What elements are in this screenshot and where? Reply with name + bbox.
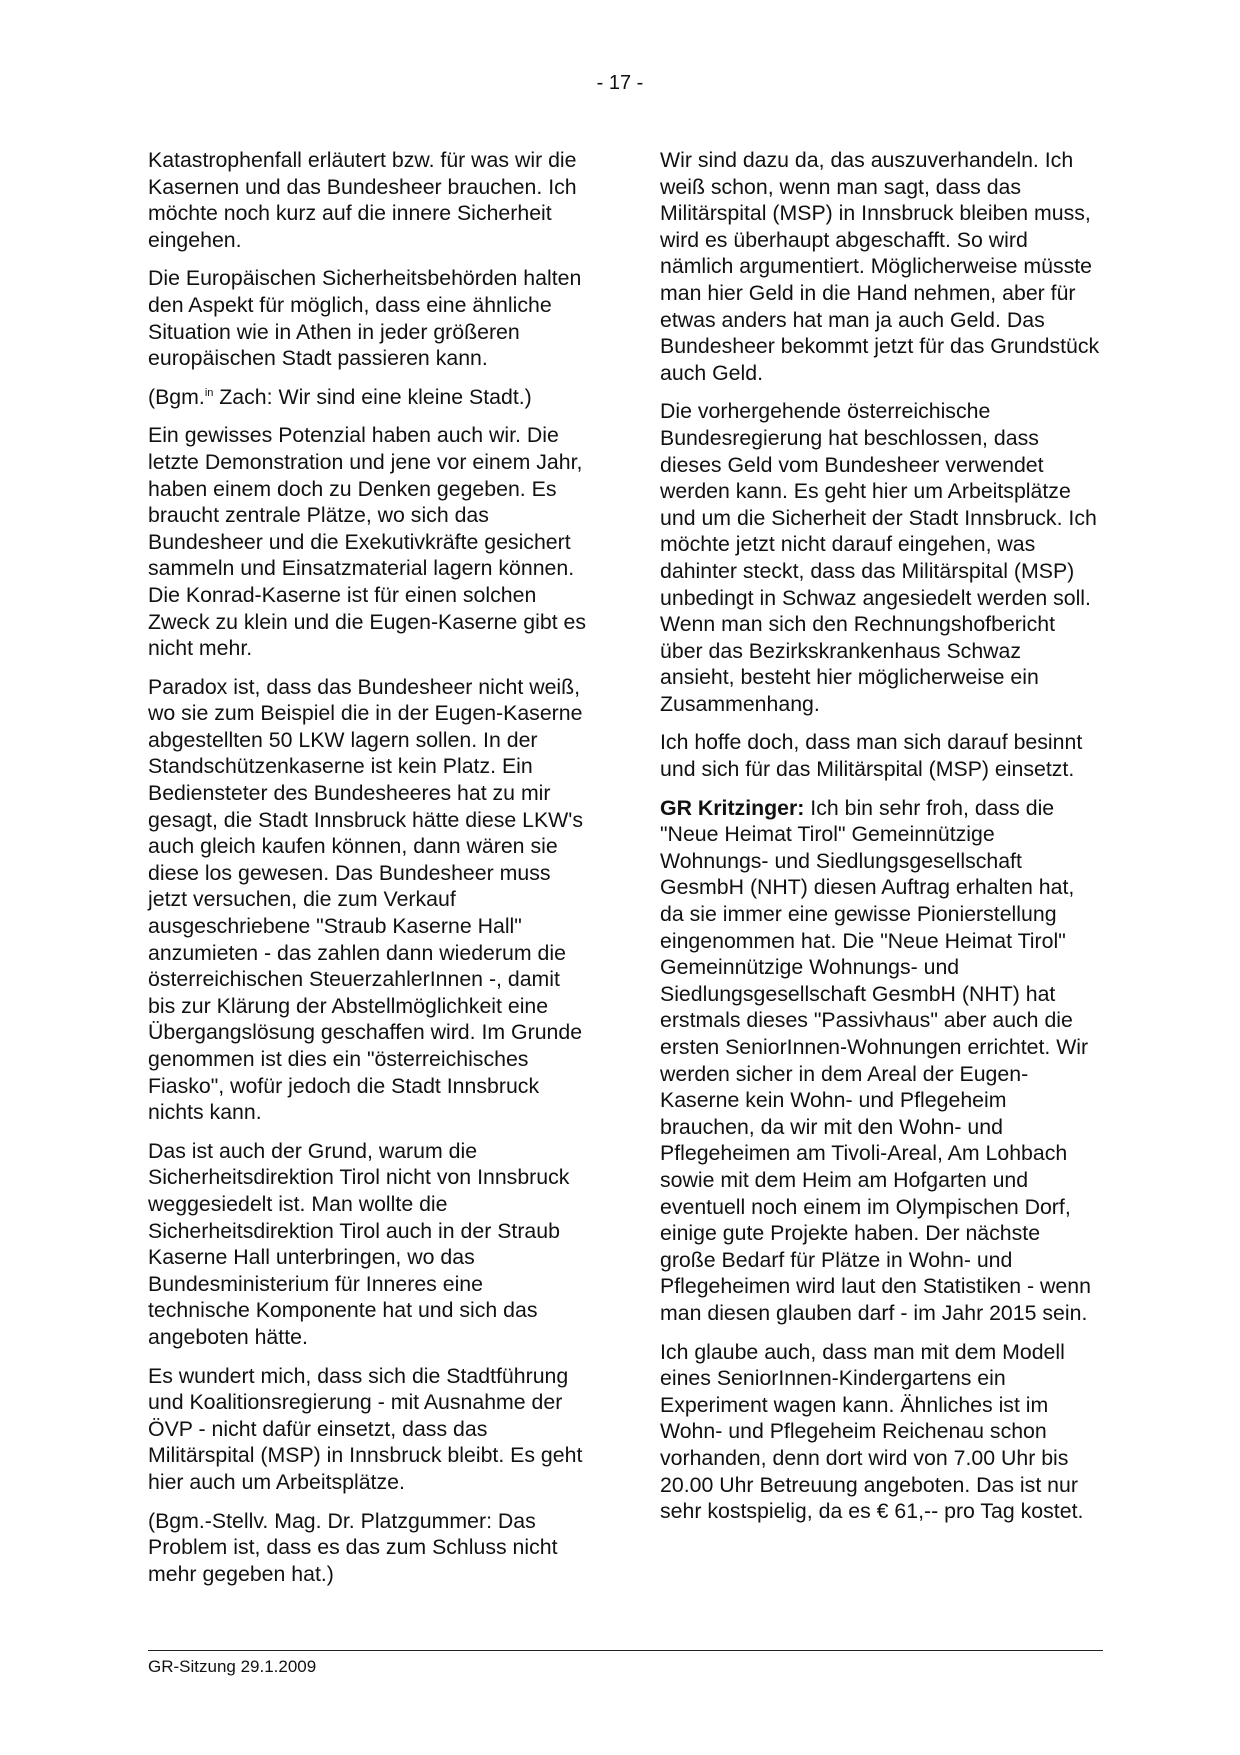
paragraph: Wir sind dazu da, das auszuverhandeln. Ich weiß schon, wenn man sagt, dass das Militärspital (MSP) in Innsbruck bleiben muss, wird es überhaupt abgeschafft. So wird nämlich argumentiert. Möglicherweise müsste man hier Geld in die Hand nehmen, aber für etwas anders hat man ja auch Geld. Das Bundesheer bekommt jetzt für das Grundstück auch Geld.	[660, 148, 1100, 385]
interjection-text: Zach: Wir sind eine kleine Stadt.)	[213, 384, 532, 409]
paragraph: Katastrophenfall erläutert bzw. für was wir die Kasernen und das Bundesheer brauchen. Ich möchte noch kurz auf die innere Sicherheit eingehen.	[148, 148, 577, 252]
speaker-paragraph	[660, 795, 1100, 1327]
footer-divider	[148, 1650, 1103, 1651]
paragraph: Die Europäischen Sicherheitsbehörden halten den Aspekt für möglich, dass eine ähnliche Situation wie in Athen in jeder größeren europäischen Stadt passieren kann.	[148, 266, 582, 371]
left-column	[148, 147, 588, 1599]
paragraph: Paradox ist, dass das Bundesheer nicht weiß, wo sie zum Beispiel die in der Eugen-Kaserne abgestellten 50 LKW lagern sollen. In der Standschützenkaserne ist kein Platz. Ein Bediensteter des Bundesheeres hat zu mir gesagt, die Stadt Innsbruck hätte diese LKW's auch gleich kaufen können, dann wären sie diese los gewesen. Das Bundesheer muss jetzt versuchen, die zum Verkauf ausgeschriebene "Straub Kaserne Hall" anzumieten - das zahlen dann wiederum die österreichischen SteuerzahlerInnen -, damit bis zur Klärung der Abstellmöglichkeit eine Übergangslösung geschaffen wird. Im Grunde genommen ist dies ein "österreichisches Fiasko", wofür jedoch die Stadt Innsbruck nichts kann.	[148, 674, 583, 1125]
interjection-prefix: (Bgm.	[148, 384, 205, 409]
paragraph: Die vorhergehende österreichische Bundesregierung hat beschlossen, dass dieses Geld vom Bundesheer verwendet werden kann. Es geht hier um Arbeitsplätze und um die Sicherheit der Stadt Innsbruck. Ich möchte jetzt nicht darauf eingehen, was dahinter steckt, dass das Militärspital (MSP) unbedingt in Schwaz angesiedelt werden soll. Wenn man sich den Rechnungshofbericht über das Bezirkskrankenhaus Schwaz ansieht, besteht hier möglicherweise ein Zusammenhang.	[660, 399, 1097, 716]
paragraph: Es wundert mich, dass sich die Stadtführung und Koalitionsregierung - mit Ausnahme der ÖVP - nicht dafür einsetzt, dass das Militärspital (MSP) in Innsbruck bleibt. Es geht hier auch um Arbeitsplätze.	[148, 1363, 583, 1494]
footer-session-date: GR-Sitzung 29.1.2009	[148, 1657, 317, 1676]
interjection-paragraph: (Bgm.-Stellv. Mag. Dr. Platzgummer: Das Problem ist, dass es das zum Schluss nicht mehr gegeben hat.)	[148, 1508, 558, 1586]
speaker-name: GR Kritzinger:	[660, 795, 805, 820]
paragraph: Das ist auch der Grund, warum die Sicherheitsdirektion Tirol nicht von Innsbruck weggesiedelt ist. Man wollte die Sicherheitsdirektion Tirol auch in der Straub Kaserne Hall unterbringen, wo das Bundesministerium für Inneres eine technische Komponente hat und sich das angeboten hätte.	[148, 1138, 570, 1349]
paragraph: Ich hoffe doch, dass man sich darauf besinnt und sich für das Militärspital (MSP) einsetzt.	[660, 730, 1083, 782]
page-number: - 17 -	[596, 72, 644, 94]
paragraph: Ich glaube auch, dass man mit dem Modell eines SeniorInnen-Kindergartens ein Experiment wagen kann. Ähnliches ist im Wohn- und Pflegeheim Reichenau schon vorhanden, denn dort wird von 7.00 Uhr bis 20.00 Uhr Betreuung angeboten. Das ist nur sehr kostspielig, da es € 61,-- pro Tag kostet.	[660, 1339, 1084, 1524]
paragraph: Ein gewisses Potenzial haben auch wir. Die letzte Demonstration und jene vor einem Jahr, haben einem doch zu Denken gegeben. Es braucht zentrale Plätze, wo sich das Bundesheer und die Exekutivkräfte gesichert sammeln und Einsatzmaterial lagern können. Die Konrad-Kaserne ist für einen solchen Zweck zu klein und die Eugen-Kaserne gibt es nicht mehr.	[148, 423, 587, 661]
interjection-paragraph	[148, 384, 588, 411]
speaker-text: Ich bin sehr froh, dass die "Neue Heimat Tirol" Gemeinnützige Wohnungs- und Siedlungsgesellschaft GesmbH (NHT) diesen Auftrag erhalten hat, da sie immer eine gewisse Pionierstellung eingenommen hat. Die "Neue Heimat Tirol" Gemeinnützige Wohnungs- und Siedlungsgesellschaft GesmbH (NHT) hat erstmals dieses "Passivhaus" aber auch die ersten SeniorInnen-Wohnungen errichtet. Wir werden sicher in dem Areal der Eugen-Kaserne kein Wohn- und Pflegeheim brauchen, da wir mit den Wohn- und Pflegeheimen am Tivoli-Areal, Am Lohbach sowie mit dem Heim am Hofgarten und eventuell noch einem im Olympischen Dorf, einige gute Projekte haben. Der nächste große Bedarf für Plätze in Wohn- und Pflegeheimen wird laut den Statistiken - wenn man diesen glauben darf - im Jahr 2015 sein.	[660, 795, 1091, 1325]
superscript: in	[204, 386, 214, 399]
right-column	[660, 147, 1100, 1537]
